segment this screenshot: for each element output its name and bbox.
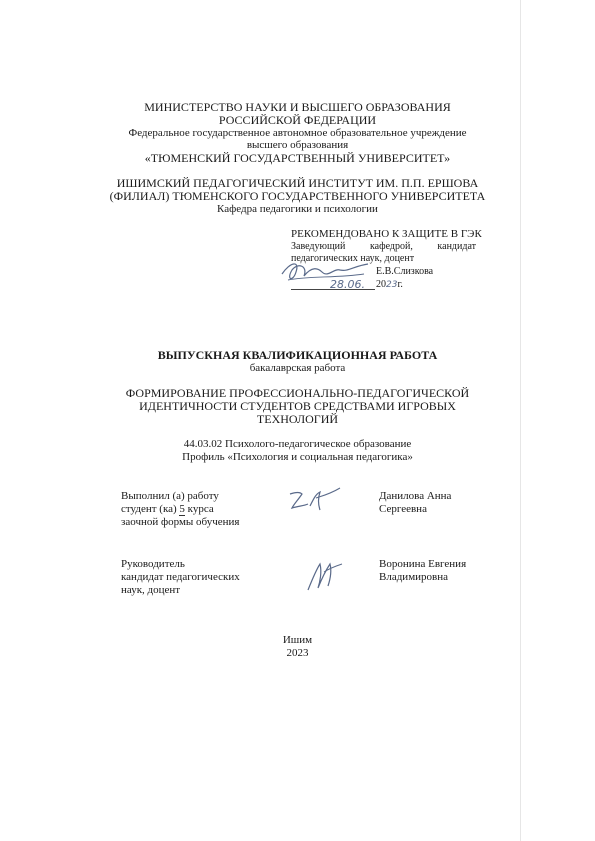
work-type: ВЫПУСКНАЯ КВАЛИФИКАЦИОННАЯ РАБОТА: [157, 348, 438, 362]
year: 2023: [286, 647, 309, 659]
program-profile: Профиль «Психология и социальная педагогика»: [182, 451, 413, 463]
approval-position-word: кафедрой,: [369, 241, 413, 252]
author-name-2: Сергеевна: [379, 503, 427, 515]
author-label-2-pre: студент (ка): [121, 503, 180, 515]
approval-date-handwritten: 28.06.: [330, 278, 365, 291]
supervisor-label-2: кандидат педагогических: [121, 571, 240, 583]
program-code: 44.03.02 Психолого-педагогическое образование: [183, 438, 412, 450]
supervisor-signature-icon: [302, 558, 346, 594]
author-label-1: Выполнил (а) работу: [121, 490, 219, 502]
approval-position-word: кандидат: [437, 241, 476, 252]
approval-position: [291, 241, 476, 252]
approval-head-name: Е.В.Слизкова: [376, 266, 434, 277]
head-signature-icon: [278, 256, 374, 288]
supervisor-name-2: Владимировна: [379, 571, 449, 583]
institute-line-2: (ФИЛИАЛ) ТЮМЕНСКОГО ГОСУДАРСТВЕННОГО УНИВЕРСИТЕТА: [109, 189, 486, 203]
city: Ишим: [282, 634, 313, 646]
department-name: Кафедра педагогики и психологии: [217, 203, 378, 215]
approval-year-suffix: г.: [397, 279, 403, 290]
supervisor-label-3: наук, доцент: [121, 584, 181, 596]
work-title-line-2: ИДЕНТИЧНОСТИ СТУДЕНТОВ СРЕДСТВАМИ ИГРОВЫХ: [139, 399, 456, 413]
supervisor-name-1: Воронина Евгения: [379, 558, 467, 570]
author-course: 5: [179, 503, 185, 515]
work-title-line-3: ТЕХНОЛОГИЙ: [256, 412, 339, 426]
supervisor-label-1: Руководитель: [121, 558, 185, 570]
approval-degree: педагогических наук, доцент: [291, 253, 415, 264]
institution-type-line-1: Федеральное государственное автономное образовательное учреждение: [128, 127, 467, 139]
approval-date-line: [376, 279, 403, 291]
approval-title: РЕКОМЕНДОВАНО К ЗАЩИТЕ В ГЭК: [291, 228, 482, 240]
author-label-2-post: курса: [184, 503, 214, 515]
approval-year-prefix: 20: [376, 279, 386, 290]
approval-year-handwritten: 23: [386, 280, 398, 290]
author-signature-icon: [286, 484, 344, 514]
country-line: РОССИЙСКОЙ ФЕДЕРАЦИИ: [218, 113, 377, 127]
work-subtype: бакалаврская работа: [249, 362, 346, 374]
author-label-3: заочной формы обучения: [121, 516, 240, 528]
work-title-line-1: ФОРМИРОВАНИЕ ПРОФЕССИОНАЛЬНО-ПЕДАГОГИЧЕСКОЙ: [125, 386, 470, 400]
university-name: «ТЮМЕНСКИЙ ГОСУДАРСТВЕННЫЙ УНИВЕРСИТЕТ»: [144, 151, 451, 165]
author-name-1: Данилова Анна: [379, 490, 452, 502]
institute-line-1: ИШИМСКИЙ ПЕДАГОГИЧЕСКИЙ ИНСТИТУТ ИМ. П.П. ЕРШОВА: [116, 176, 479, 190]
ministry-line: МИНИСТЕРСТВО НАУКИ И ВЫСШЕГО ОБРАЗОВАНИЯ: [144, 100, 451, 114]
author-label-2: [121, 503, 214, 515]
approval-position-word: Заведующий: [291, 241, 346, 252]
institution-type-line-2: высшего образования: [246, 139, 349, 151]
